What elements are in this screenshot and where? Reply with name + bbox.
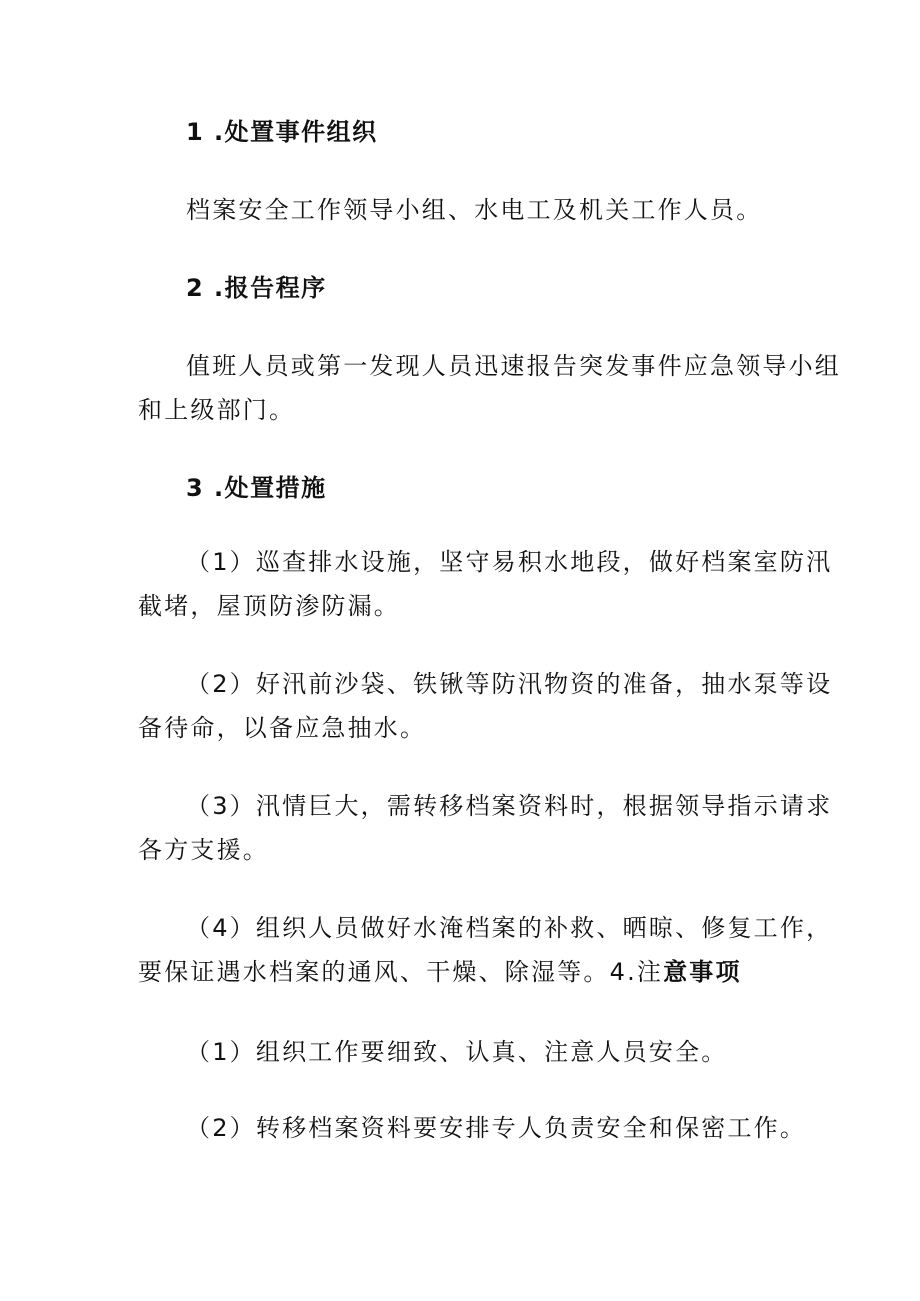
section-heading-2: 2 .报告程序 <box>186 274 327 302</box>
paragraph-organization: 档案安全工作领导小组、水电工及机关工作人员。 <box>186 196 763 224</box>
section-heading-4-tail: 意事项 <box>663 958 742 986</box>
measure-4-line-2 <box>138 950 798 994</box>
note-1: （1）组织工作要细致、认真、注意人员安全。 <box>186 1038 728 1066</box>
measure-3-line-2: 各方支援。 <box>138 836 269 864</box>
measure-2-line-1: （2）好汛前沙袋、铁锹等防汛物资的准备，抽水泵等设 <box>186 670 833 698</box>
section-heading-1: 1 .处置事件组织 <box>186 118 378 146</box>
section-heading-3: 3 .处置措施 <box>186 474 327 502</box>
measure-4-line-1: （4）组织人员做好水淹档案的补救、晒晾、修复工作， <box>186 914 833 942</box>
note-2: （2）转移档案资料要安排专人负责安全和保密工作。 <box>186 1114 807 1142</box>
measure-3-line-1: （3）汛情巨大，需转移档案资料时，根据领导指示请求 <box>186 792 833 820</box>
measure-1-line-1: （1）巡查排水设施，坚守易积水地段，做好档案室防汛 <box>186 548 833 576</box>
paragraph-report-line-2: 和上级部门。 <box>138 396 296 424</box>
measure-1-line-2: 截堵，屋顶防渗防漏。 <box>138 592 400 620</box>
measure-2-line-2: 备待命，以备应急抽水。 <box>138 714 427 742</box>
measure-4-line-2-text: 要保证遇水档案的通风、干燥、除湿等。4.注 <box>138 958 664 986</box>
paragraph-report-line-1: 值班人员或第一发现人员迅速报告突发事件应急领导小组 <box>186 352 841 380</box>
